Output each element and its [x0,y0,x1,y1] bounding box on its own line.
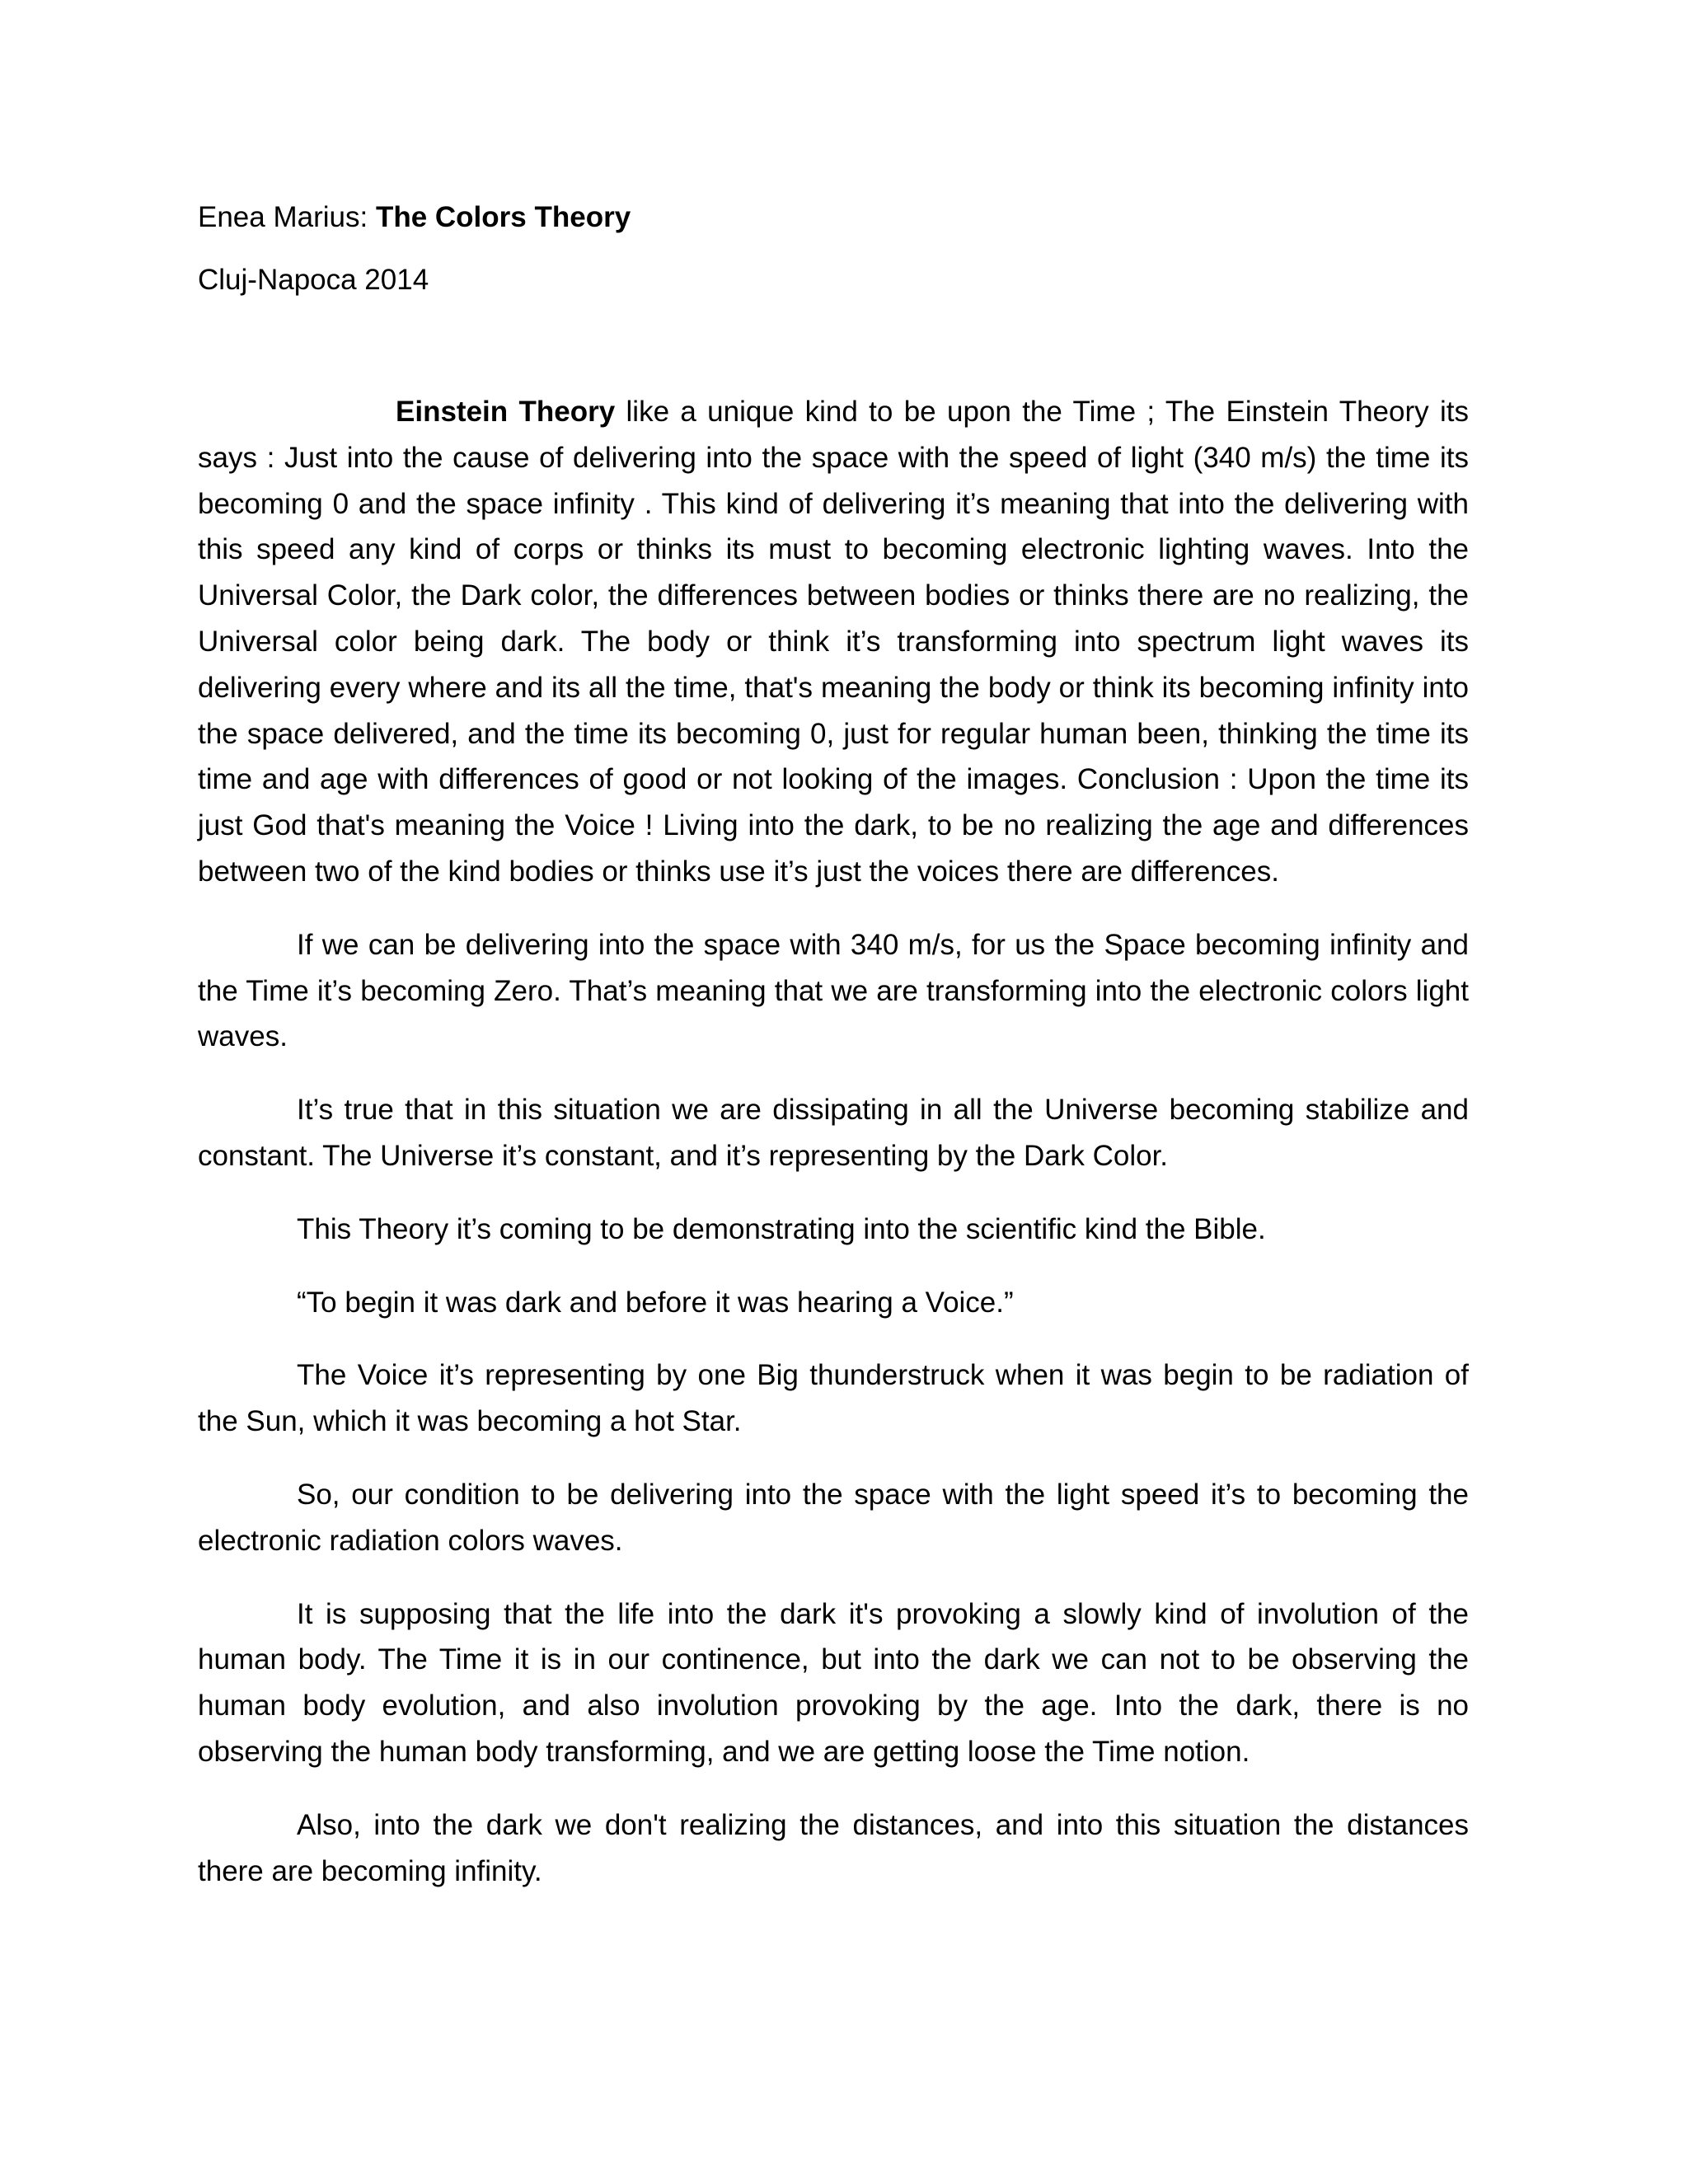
paragraph-8: It is supposing that the life into the dark it's provoking a slowly kind of involution of the human body. The Time it is in our continence, but into the dark we can not to be observing the human body evolution, and also involution provoking by the age. Into the dark, there is no observing the human body transforming, and we are getting loose the Time notion. [198,1597,1469,1768]
document-page [198,194,1469,1921]
document-title: The Colors Theory [375,201,631,233]
paragraph-6: The Voice it’s representing by one Big thunderstruck when it was begin to be radiation of the Sun, which it was becoming a hot Star. [198,1359,1469,1438]
paragraph-1 [198,389,1469,895]
paragraph-2: If we can be delivering into the space with 340 m/s, for us the Space becoming infinity and the Time it’s becoming Zero. That’s meaning that we are transforming into the electronic colors light waves. [198,928,1469,1053]
paragraph-3: It’s true that in this situation we are dissipating in all the Universe becoming stabilize and constant. The Universe it’s constant, and it’s representing by the Dark Color. [198,1094,1469,1172]
author-name: Enea Marius: [198,201,368,233]
paragraph-7: So, our condition to be delivering into the space with the light speed it’s to becoming the electronic radiation colors waves. [198,1478,1469,1557]
paragraph-4: This Theory it’s coming to be demonstrating into the scientific kind the Bible. [297,1212,1266,1245]
place-and-year: Cluj-Napoca 2014 [198,264,429,296]
paragraph-1-lead: Einstein Theory [396,396,616,428]
paragraph-9: Also, into the dark we don't realizing the distances, and into this situation the distances there are becoming infinity. [198,1808,1469,1887]
paragraph-5-quote: “To begin it was dark and before it was hearing a Voice.” [297,1286,1014,1319]
byline [198,194,1469,241]
paragraph-1-text: like a unique kind to be upon the Time ; The Einstein Theory its says : Just into the cause of delivering into the space with the speed of light (340 m/s) the time its becoming 0 and the space infinity . This kind of delivering it’s meaning that into the delivering with this speed any kind of corps or thinks its must to becoming electronic lighting waves. Into the Universal Color, the Dark color, the differences between bodies or thinks there are no realizing, the Universal color being dark. The body or think it’s transforming into spectrum light waves its delivering every where and its all the time, that's meaning the body or think its becoming infinity into the space delivered, and the time its becoming 0, just for regular human been, thinking the time its time and age with differences of good or not looking of the images. Conclusion : Upon the time its just God that's meaning the Voice ! Living into the dark, to be no realizing the age and differences between two of the kind bodies or thinks use it’s just the voices there are differences. [198,396,1469,888]
